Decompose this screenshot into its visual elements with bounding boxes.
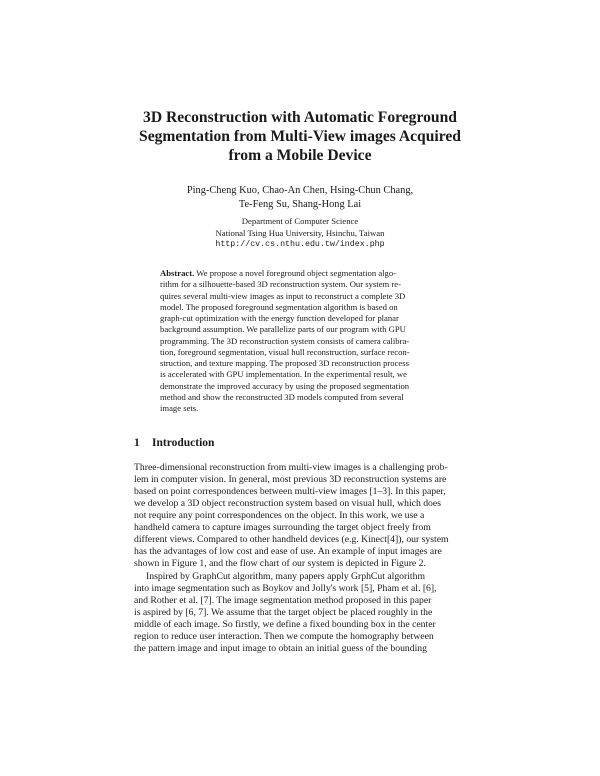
abstract-line: demonstrate the improved accuracy by using the proposed segmentation <box>160 380 410 391</box>
body-line: different views. Compared to other handheld devices (e.g. Kinect[4]), our system <box>134 534 449 545</box>
affiliation-url[interactable]: http://cv.cs.nthu.edu.tw/index.php <box>215 240 385 249</box>
author-list <box>100 184 500 212</box>
body-line: shown in Figure 1, and the flow chart of our system is depicted in Figure 2. <box>134 558 426 569</box>
body-line: Three-dimensional reconstruction from multi-view images is a challenging prob- <box>134 462 448 473</box>
title-line: 3D Reconstruction with Automatic Foreground <box>143 109 457 126</box>
abstract-line: method and show the reconstructed 3D models computed from several <box>160 391 404 402</box>
abstract <box>160 268 452 414</box>
body-line: has the advantages of low cost and ease of use. An example of input images are <box>134 546 442 557</box>
body-line: Inspired by GraphCut algorithm, many papers apply GrphCut algorithm <box>146 571 426 582</box>
abstract-line: is accelerated with GPU implementation. In the experimental result, we <box>160 369 407 380</box>
author-line: Ping-Cheng Kuo, Chao-An Chen, Hsing-Chun Chang, <box>186 185 414 196</box>
abstract-line: background assumption. We parallelize parts of our program with GPU <box>160 324 406 335</box>
body-line: the pattern image and input image to obtain an initial guess of the bounding <box>134 643 427 654</box>
abstract-line: programming. The 3D reconstruction system consists of camera calibra- <box>160 335 410 346</box>
body-line: into image segmentation such as Boykov and Jolly's work [5], Pham et al. [6], <box>134 583 437 594</box>
section-title: Introduction <box>152 437 215 449</box>
section-heading <box>134 437 214 449</box>
abstract-line: tion, foreground segmentation, visual hull reconstruction, surface recon- <box>160 346 410 357</box>
body-line: not require any point correspondences on the object. In this work, we use a <box>134 510 425 521</box>
affiliation-department: Department of Computer Science <box>241 216 359 226</box>
body-line: is aspired by [6, 7]. We assume that the target object be placed roughly in the <box>134 607 433 618</box>
body-text <box>134 462 468 655</box>
body-line: lem in computer vision. In general, most previous 3D reconstruction systems are <box>134 474 447 485</box>
abstract-line: model. The proposed foreground segmentation algorithm is based on <box>160 301 398 312</box>
paragraph <box>134 462 468 570</box>
abstract-line: graph-cut optimization with the energy function developed for planar <box>160 313 399 323</box>
body-line: handheld camera to capture images surrounding the target object freely from <box>134 522 431 533</box>
affiliation <box>100 216 500 251</box>
abstract-line: rithm for a silhouette-based 3D reconstruction system. Our system re- <box>160 279 401 290</box>
paragraph <box>134 571 468 655</box>
abstract-line: struction, and texture mapping. The proposed 3D reconstruction process <box>160 358 409 368</box>
abstract-line: quires several multi-view images as input to reconstruct a complete 3D <box>160 290 406 301</box>
author-line: Te-Feng Su, Shang-Hong Lai <box>238 199 362 210</box>
paper-title <box>100 108 500 165</box>
body-line: middle of each image. So firstly, we define a fixed bounding box in the center <box>134 619 436 630</box>
title-line: from a Mobile Device <box>228 147 372 164</box>
body-line: and Rother et al. [7]. The image segmentation method proposed in this paper <box>134 595 432 606</box>
abstract-text: We propose a novel foreground object segmentation algo- <box>194 268 397 278</box>
body-line: based on point correspondences between multi-view images [1–3]. In this paper, <box>134 486 446 497</box>
affiliation-university: National Tsing Hua University, Hsinchu, Taiwan <box>215 227 385 238</box>
abstract-line: image sets. <box>160 403 199 413</box>
abstract-line-first <box>160 268 452 279</box>
title-line: Segmentation from Multi-View images Acquired <box>139 128 461 145</box>
body-line: region to reduce user interaction. Then we compute the homography between <box>134 631 434 642</box>
body-line: we develop a 3D object reconstruction system based on visual hull, which does <box>134 498 441 509</box>
section-number: 1 <box>134 437 140 449</box>
abstract-label: Abstract. <box>160 268 195 278</box>
